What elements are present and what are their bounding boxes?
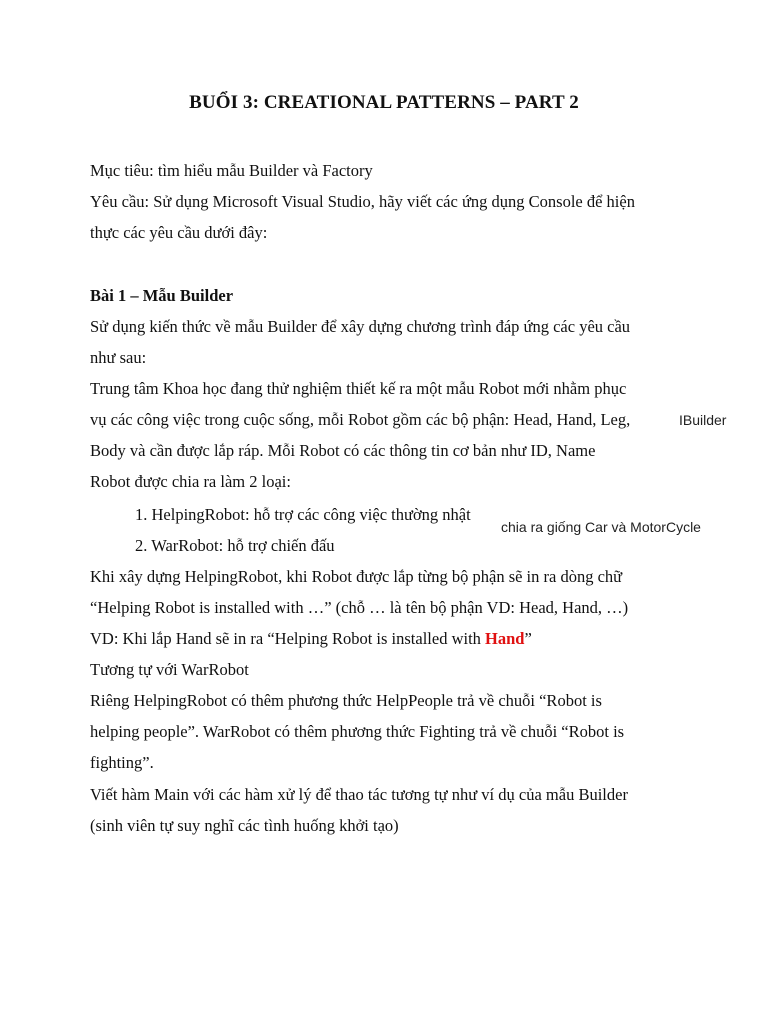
paragraph-line: Khi xây dựng HelpingRobot, khi Robot được lắp từng bộ phận sẽ in ra dòng chữ bbox=[90, 567, 623, 586]
paragraph-line: như sau: bbox=[90, 348, 147, 367]
exercise-heading: Bài 1 – Mẫu Builder bbox=[90, 286, 234, 305]
list-item: 2. WarRobot: hỗ trợ chiến đấu bbox=[135, 536, 335, 555]
car-motorcycle-annotation: chia ra giống Car và MotorCycle bbox=[501, 519, 701, 535]
paragraph-line: helping people”. WarRobot có thêm phương thức Fighting trả về chuỗi “Robot is bbox=[90, 722, 625, 741]
paragraph-line: Body và cần được lắp ráp. Mỗi Robot có các thông tin cơ bản như ID, Name bbox=[90, 441, 596, 460]
example-prefix: VD: Khi lắp Hand sẽ in ra “Helping Robot is installed with bbox=[90, 629, 486, 648]
paragraph-line: (sinh viên tự suy nghĩ các tình huống khởi tạo) bbox=[90, 816, 399, 835]
requirement-line-2: thực các yêu cầu dưới đây: bbox=[90, 223, 268, 242]
paragraph-line: vụ các công việc trong cuộc sống, mỗi Robot gồm các bộ phận: Head, Hand, Leg, bbox=[90, 410, 631, 429]
list-item: 1. HelpingRobot: hỗ trợ các công việc thường nhật bbox=[135, 505, 471, 524]
document-title: BUỔI 3: CREATIONAL PATTERNS – PART 2 bbox=[189, 92, 579, 113]
paragraph-line: Riêng HelpingRobot có thêm phương thức HelpPeople trả về chuỗi “Robot is bbox=[90, 691, 602, 710]
paragraph-line: Trung tâm Khoa học đang thử nghiệm thiết kế ra một mẫu Robot mới nhằm phục bbox=[90, 379, 627, 398]
paragraph-line: Tương tự với WarRobot bbox=[90, 660, 249, 679]
requirement-line-1: Yêu cầu: Sử dụng Microsoft Visual Studio, hãy viết các ứng dụng Console để hiện bbox=[90, 192, 635, 211]
paragraph-line: Robot được chia ra làm 2 loại: bbox=[90, 472, 291, 491]
paragraph-line: Viết hàm Main với các hàm xử lý để thao tác tương tự như ví dụ của mẫu Builder bbox=[90, 785, 628, 804]
objective-line: Mục tiêu: tìm hiểu mẫu Builder và Factory bbox=[90, 161, 373, 180]
paragraph-line: fighting”. bbox=[90, 753, 154, 772]
example-line bbox=[90, 628, 532, 650]
example-highlight: Hand bbox=[485, 629, 525, 648]
paragraph-line: Sử dụng kiến thức về mẫu Builder để xây dựng chương trình đáp ứng các yêu cầu bbox=[90, 317, 631, 336]
paragraph-line: “Helping Robot is installed with …” (chỗ … là tên bộ phận VD: Head, Hand, …) bbox=[90, 598, 629, 617]
ibuilder-annotation: IBuilder bbox=[679, 412, 727, 428]
example-suffix: ” bbox=[524, 629, 532, 648]
